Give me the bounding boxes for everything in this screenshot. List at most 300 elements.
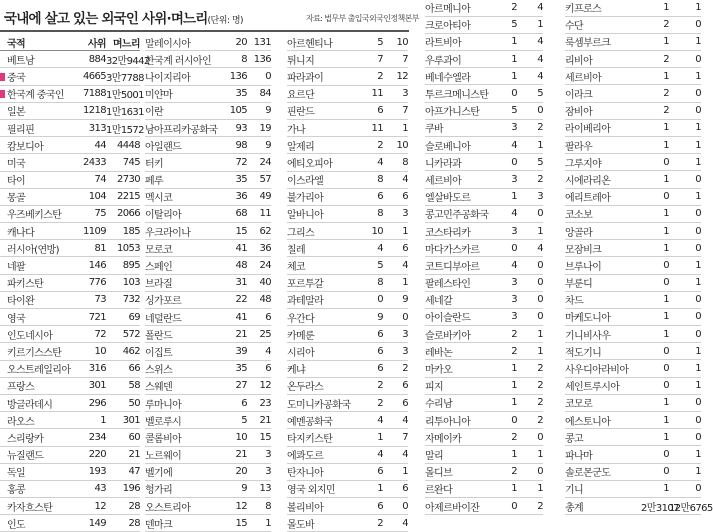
- son-in-law-count: 10: [371, 225, 383, 237]
- daughter-in-law-count: 103: [122, 277, 140, 289]
- son-in-law-count: 4: [377, 242, 383, 254]
- country-name: 수단: [565, 21, 584, 33]
- daughter-in-law-count: 1: [402, 277, 408, 289]
- country-name: 그리스: [287, 227, 315, 239]
- table-row: [425, 395, 543, 412]
- table-row: [0, 309, 140, 326]
- daughter-in-law-count: 4: [537, 53, 543, 65]
- daughter-in-law-count: 0: [537, 466, 543, 478]
- table-row: [287, 86, 408, 103]
- son-in-law-count: 4: [377, 156, 383, 168]
- son-in-law-count: 2: [377, 70, 383, 82]
- highlight-marker-korean-chinese: [0, 90, 5, 98]
- daughter-in-law-count: 21: [128, 449, 140, 461]
- table-row: [0, 292, 140, 309]
- daughter-in-law-count: 1: [402, 466, 408, 478]
- table-row: [565, 275, 701, 292]
- table-row: [287, 223, 408, 240]
- table-row: [0, 172, 140, 189]
- country-name: 미국: [7, 158, 26, 170]
- son-in-law-count: 6: [377, 328, 383, 340]
- daughter-in-law-count: 2: [537, 122, 543, 134]
- country-name: 콜롬비아: [145, 433, 182, 445]
- son-in-law-count: 0: [663, 380, 669, 392]
- table-row: [287, 206, 408, 223]
- son-in-law-count: 136: [229, 70, 247, 82]
- country-name: 벨로루시: [145, 416, 182, 428]
- country-name: 인도네시아: [7, 330, 53, 342]
- country-name: 멕시코: [145, 193, 173, 205]
- daughter-in-law-count: 9: [265, 105, 271, 117]
- table-row: [145, 447, 271, 464]
- daughter-in-law-count: 2: [537, 500, 543, 512]
- son-in-law-count: 1: [511, 53, 517, 65]
- country-name: 아제르바이잔: [425, 502, 480, 514]
- country-name: 브라질: [145, 279, 173, 291]
- country-name: 마케도니아: [565, 313, 611, 325]
- table-row: [425, 240, 543, 257]
- country-name: 코모로: [565, 399, 593, 411]
- daughter-in-law-count: 7: [402, 53, 408, 65]
- son-in-law-count: 1: [663, 311, 669, 323]
- son-in-law-count: 35: [235, 174, 247, 186]
- son-in-law-count: 1: [663, 294, 669, 306]
- table-row: [287, 412, 408, 429]
- table-row: [565, 343, 701, 360]
- daughter-in-law-count: 5: [537, 88, 543, 100]
- table-row: [287, 464, 408, 481]
- daughter-in-law-count: 4: [537, 2, 543, 14]
- son-in-law-count: 5: [511, 19, 517, 31]
- daughter-in-law-count: 1: [695, 122, 701, 134]
- table-row: [145, 395, 271, 412]
- daughter-in-law-count: 3: [402, 88, 408, 100]
- country-name: 이스라엘: [287, 176, 324, 188]
- son-in-law-count: 31: [235, 277, 247, 289]
- son-in-law-count: 2: [511, 345, 517, 357]
- table-row: [565, 137, 701, 154]
- son-in-law-count: 1: [511, 397, 517, 409]
- daughter-in-law-count: 0: [695, 105, 701, 117]
- daughter-in-law-count: 40: [259, 277, 271, 289]
- daughter-in-law-count: 895: [122, 260, 140, 272]
- country-name: 싱가포르: [145, 296, 182, 308]
- country-name: 알바니아: [287, 210, 324, 222]
- table-row: [145, 51, 271, 68]
- daughter-in-law-count: 2: [537, 414, 543, 426]
- country-name: 아일랜드: [145, 141, 182, 153]
- daughter-in-law-count: 6: [402, 397, 408, 409]
- son-in-law-count: 1: [663, 414, 669, 426]
- son-in-law-count: 11: [371, 122, 383, 134]
- daughter-in-law-count: 0: [695, 225, 701, 237]
- son-in-law-count: 8: [241, 53, 247, 65]
- country-name: 팔라우: [565, 141, 593, 153]
- daughter-in-law-count: 1: [695, 380, 701, 392]
- daughter-in-law-count: 1: [695, 139, 701, 151]
- daughter-in-law-count: 1: [695, 466, 701, 478]
- table-row: [565, 360, 701, 377]
- table-row: [425, 17, 543, 34]
- son-in-law-count: 234: [88, 431, 106, 443]
- daughter-in-law-count: 12: [259, 380, 271, 392]
- table-row: [565, 481, 701, 498]
- country-name: 과테말라: [287, 296, 324, 308]
- daughter-in-law-count: 24: [259, 156, 271, 168]
- country-name: 키프로스: [565, 4, 602, 16]
- source-note: 자료: 법무부 출입국외국인정책본부: [306, 14, 419, 23]
- table-row: [287, 240, 408, 257]
- header-bar: [0, 0, 419, 32]
- son-in-law-count: 74: [94, 174, 106, 186]
- daughter-in-law-count: 4: [402, 260, 408, 272]
- table-row: [425, 275, 543, 292]
- table-row: [145, 464, 271, 481]
- daughter-in-law-count: 1: [695, 277, 701, 289]
- daughter-in-law-count: 1만1631: [106, 107, 144, 119]
- son-in-law-count: 0: [663, 277, 669, 289]
- son-in-law-count: 35: [235, 88, 247, 100]
- son-in-law-count: 21: [235, 449, 247, 461]
- country-name: 캄보디아: [7, 141, 44, 153]
- daughter-in-law-count: 4: [265, 345, 271, 357]
- table-row: [145, 257, 271, 274]
- table-row: [0, 378, 140, 395]
- table-row: [287, 309, 408, 326]
- daughter-in-law-count: 4: [537, 242, 543, 254]
- table-row: [425, 137, 543, 154]
- daughter-in-law-count: 12만6765: [669, 502, 713, 514]
- son-in-law-count: 1: [663, 70, 669, 82]
- daughter-in-law-count: 1: [265, 517, 271, 529]
- country-name: 코스타리카: [425, 227, 471, 239]
- daughter-in-law-count: 0: [695, 208, 701, 220]
- daughter-in-law-count: 62: [259, 225, 271, 237]
- table-row: [0, 223, 140, 240]
- country-name: 타이완: [7, 296, 35, 308]
- country-name: 슬로베니아: [425, 141, 471, 153]
- daughter-in-law-count: 25: [259, 328, 271, 340]
- son-in-law-count: 1: [663, 328, 669, 340]
- table-row: [425, 292, 543, 309]
- daughter-in-law-count: 0: [537, 431, 543, 443]
- country-name: 독일: [7, 468, 26, 480]
- country-name: 총계: [565, 502, 584, 514]
- table-row: [0, 189, 140, 206]
- son-in-law-count: 7: [377, 53, 383, 65]
- daughter-in-law-count: 2: [537, 363, 543, 375]
- daughter-in-law-count: 3만7788: [106, 72, 144, 84]
- son-in-law-count: 776: [88, 277, 106, 289]
- country-name: 스리랑카: [7, 433, 44, 445]
- table-row: [145, 34, 271, 51]
- daughter-in-law-count: 1만5001: [106, 90, 144, 102]
- table-row: [145, 412, 271, 429]
- country-name: 기니비사우: [565, 330, 611, 342]
- daughter-in-law-count: 0: [537, 208, 543, 220]
- daughter-in-law-count: 1: [695, 191, 701, 203]
- son-in-law-count: 35: [235, 363, 247, 375]
- son-in-law-count: 0: [663, 191, 669, 203]
- table-row: [145, 86, 271, 103]
- table-row: [0, 464, 140, 481]
- country-name: 레바논: [425, 347, 453, 359]
- son-in-law-count: 0: [511, 414, 517, 426]
- country-name: 베트남: [7, 55, 35, 67]
- son-in-law-count: 0: [511, 88, 517, 100]
- daughter-in-law-count: 28: [128, 517, 140, 529]
- daughter-in-law-count: 4: [402, 414, 408, 426]
- daughter-in-law-count: 1: [537, 19, 543, 31]
- country-name: 콩고: [565, 433, 584, 445]
- country-name: 투르크메니스탄: [425, 90, 489, 102]
- table-column-3: [287, 34, 408, 532]
- son-in-law-count: 1: [663, 483, 669, 495]
- son-in-law-count: 27: [235, 380, 247, 392]
- table-row: [0, 68, 144, 85]
- son-in-law-count: 6: [377, 500, 383, 512]
- country-name: 케냐: [287, 365, 306, 377]
- daughter-in-law-count: 47: [128, 466, 140, 478]
- country-name: 몰도바: [287, 519, 315, 531]
- son-in-law-count: 1: [663, 208, 669, 220]
- daughter-in-law-count: 11: [259, 208, 271, 220]
- table-row: [425, 206, 543, 223]
- son-in-law-count: 2만3107: [641, 502, 679, 514]
- country-name: 프랑스: [7, 382, 35, 394]
- son-in-law-count: 15: [235, 225, 247, 237]
- country-name: 요르단: [287, 90, 315, 102]
- country-name: 코소보: [565, 210, 593, 222]
- country-name: 차드: [565, 296, 584, 308]
- daughter-in-law-count: 4: [537, 70, 543, 82]
- table-row: [145, 292, 271, 309]
- table-row: [145, 309, 271, 326]
- table-row: [565, 464, 701, 481]
- daughter-in-law-count: 745: [122, 156, 140, 168]
- table-row: [287, 447, 408, 464]
- daughter-in-law-count: 462: [122, 345, 140, 357]
- table-row: [0, 137, 140, 154]
- daughter-in-law-count: 301: [122, 414, 140, 426]
- son-in-law-count: 1: [663, 2, 669, 14]
- header-row: [0, 34, 140, 51]
- daughter-in-law-count: 0: [537, 311, 543, 323]
- table-row: [145, 223, 271, 240]
- country-name: 브루나이: [565, 261, 602, 273]
- table-row: [565, 395, 701, 412]
- son-in-law-count: 81: [94, 242, 106, 254]
- table-row: [287, 103, 408, 120]
- country-name: 몽골: [7, 193, 26, 205]
- son-in-law-count: 1: [663, 431, 669, 443]
- daughter-in-law-count: 185: [122, 225, 140, 237]
- daughter-in-law-count: 1: [402, 225, 408, 237]
- daughter-in-law-count: 0: [402, 311, 408, 323]
- daughter-in-law-count: 2730: [116, 174, 140, 186]
- son-in-law-count: 72: [94, 328, 106, 340]
- country-name: 세르비아: [565, 72, 602, 84]
- table-row: [0, 206, 140, 223]
- son-in-law-count: 1: [663, 139, 669, 151]
- country-name: 세네갈: [425, 296, 453, 308]
- country-name: 에티오피아: [287, 158, 333, 170]
- daughter-in-law-count: 0: [537, 105, 543, 117]
- table-row: [287, 361, 408, 378]
- unit-label: (단위: 명): [207, 16, 244, 26]
- table-row: [425, 326, 543, 343]
- header-country: 국적: [7, 38, 26, 50]
- daughter-in-law-count: 10: [396, 139, 408, 151]
- daughter-in-law-count: 131: [253, 36, 271, 48]
- son-in-law-count: 1: [511, 483, 517, 495]
- table-row: [565, 326, 701, 343]
- daughter-in-law-count: 6: [402, 380, 408, 392]
- country-name: 일본: [7, 107, 26, 119]
- son-in-law-count: 2: [663, 88, 669, 100]
- country-name: 튀니지: [287, 55, 315, 67]
- daughter-in-law-count: 1: [402, 122, 408, 134]
- table-row: [425, 464, 543, 481]
- daughter-in-law-count: 6: [402, 242, 408, 254]
- son-in-law-count: 105: [229, 105, 247, 117]
- country-name: 키르기스스탄: [7, 347, 62, 359]
- son-in-law-count: 12: [235, 500, 247, 512]
- son-in-law-count: 41: [235, 242, 247, 254]
- table-row: [0, 86, 144, 103]
- son-in-law-count: 0: [511, 242, 517, 254]
- son-in-law-count: 1: [663, 397, 669, 409]
- highlight-marker-china: [0, 73, 5, 81]
- son-in-law-count: 43: [94, 483, 106, 495]
- country-name: 중국: [7, 72, 26, 84]
- country-name: 타이: [7, 176, 26, 188]
- daughter-in-law-count: 1: [695, 70, 701, 82]
- table-column-4: [425, 0, 543, 515]
- daughter-in-law-count: 32만9442: [106, 55, 150, 67]
- country-name: 도미니카공화국: [287, 399, 351, 411]
- son-in-law-count: 2: [511, 431, 517, 443]
- table-column-2: [145, 34, 271, 532]
- table-row: [287, 515, 408, 532]
- table-row: [565, 223, 701, 240]
- country-name: 에콰도르: [287, 451, 324, 463]
- table-row: [0, 343, 140, 360]
- country-name: 아르메니아: [425, 4, 471, 16]
- daughter-in-law-count: 1: [537, 328, 543, 340]
- country-name: 영국 외지민: [287, 485, 335, 497]
- country-name: 아이슬란드: [425, 313, 471, 325]
- table-row: [287, 481, 408, 498]
- table-row: [565, 378, 701, 395]
- country-name: 에스토니아: [565, 416, 611, 428]
- son-in-law-count: 1: [511, 70, 517, 82]
- country-name: 오스트리아: [145, 502, 191, 514]
- daughter-in-law-count: 0: [695, 294, 701, 306]
- son-in-law-count: 36: [235, 191, 247, 203]
- country-name: 홍콩: [7, 485, 26, 497]
- son-in-law-count: 0: [663, 448, 669, 460]
- daughter-in-law-count: 10: [396, 36, 408, 48]
- table-row: [287, 429, 408, 446]
- country-name: 노르웨이: [145, 451, 182, 463]
- daughter-in-law-count: 1: [537, 225, 543, 237]
- country-name: 수리남: [425, 399, 453, 411]
- daughter-in-law-count: 0: [695, 53, 701, 65]
- son-in-law-count: 21: [235, 328, 247, 340]
- son-in-law-count: 2: [377, 397, 383, 409]
- daughter-in-law-count: 1: [695, 259, 701, 271]
- country-name: 잠비아: [565, 107, 593, 119]
- country-name: 쿠바: [425, 124, 444, 136]
- country-name: 핀란드: [287, 107, 315, 119]
- table-row: [425, 103, 543, 120]
- daughter-in-law-count: 3: [402, 328, 408, 340]
- country-name: 헝가리: [145, 485, 173, 497]
- son-in-law-count: 41: [235, 311, 247, 323]
- son-in-law-count: 2: [377, 139, 383, 151]
- daughter-in-law-count: 9: [402, 294, 408, 306]
- table-row: [565, 103, 701, 120]
- son-in-law-count: 2: [511, 466, 517, 478]
- daughter-in-law-count: 0: [695, 397, 701, 409]
- table-row: [565, 68, 701, 85]
- daughter-in-law-count: 48: [259, 294, 271, 306]
- table-column-5: [565, 0, 713, 515]
- table-row: [145, 189, 271, 206]
- table-row: [565, 257, 701, 274]
- daughter-in-law-count: 1053: [116, 242, 140, 254]
- country-name: 팔레스타인: [425, 279, 471, 291]
- daughter-in-law-count: 1: [695, 345, 701, 357]
- table-row: [565, 446, 701, 463]
- table-row: [565, 189, 701, 206]
- son-in-law-count: 301: [88, 380, 106, 392]
- country-name: 세르비아: [425, 175, 462, 187]
- daughter-in-law-count: 0: [695, 431, 701, 443]
- country-name: 우크라이나: [145, 227, 191, 239]
- country-name: 크로아티아: [425, 21, 471, 33]
- daughter-in-law-count: 1: [695, 156, 701, 168]
- country-name: 세인트루시아: [565, 382, 620, 394]
- country-name: 아르헨티나: [287, 38, 333, 50]
- table-row: [0, 326, 140, 343]
- son-in-law-count: 20: [235, 466, 247, 478]
- country-name: 베네수엘라: [425, 72, 471, 84]
- country-name: 르완다: [425, 485, 453, 497]
- son-in-law-count: 22: [235, 294, 247, 306]
- daughter-in-law-count: 0: [695, 483, 701, 495]
- country-name: 볼리비아: [287, 502, 324, 514]
- son-in-law-count: 721: [88, 311, 106, 323]
- son-in-law-count: 2: [511, 328, 517, 340]
- son-in-law-count: 0: [663, 466, 669, 478]
- country-name: 알제리: [287, 141, 315, 153]
- table-row: [0, 275, 140, 292]
- country-name: 자메이카: [425, 433, 462, 445]
- table-row: [565, 498, 713, 515]
- table-row: [565, 120, 701, 137]
- son-in-law-count: 0: [663, 259, 669, 271]
- son-in-law-count: 20: [235, 36, 247, 48]
- daughter-in-law-count: 1: [537, 448, 543, 460]
- son-in-law-count: 1218: [82, 105, 106, 117]
- son-in-law-count: 193: [88, 466, 106, 478]
- country-name: 우간다: [287, 313, 315, 325]
- country-name: 모로코: [145, 244, 173, 256]
- country-name: 벨기에: [145, 468, 173, 480]
- country-name: 네덜란드: [145, 313, 182, 325]
